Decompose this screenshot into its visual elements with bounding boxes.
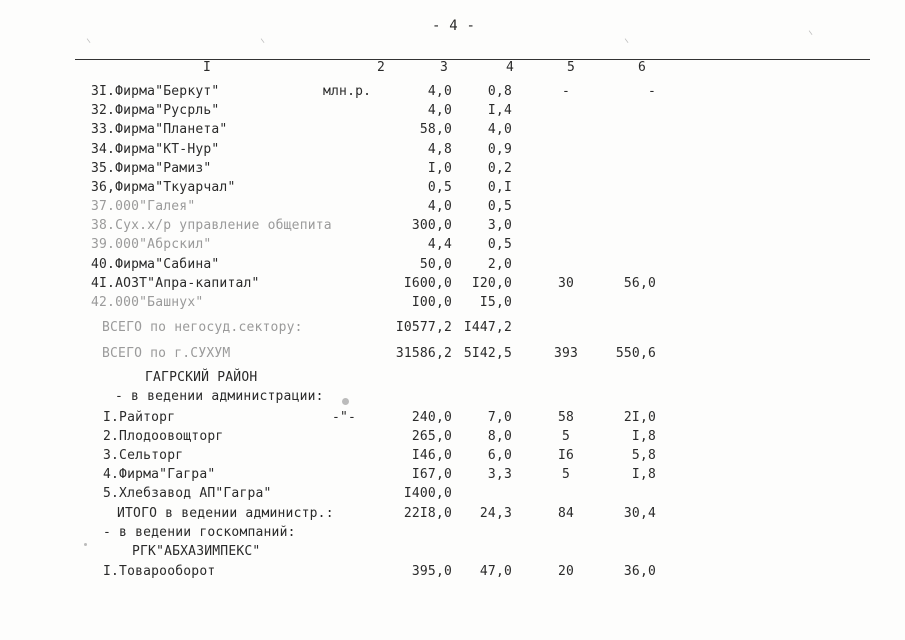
faint-marginal-mark: ⸌ <box>806 28 813 42</box>
cell-col-5: 393 <box>553 346 579 361</box>
faint-marginal-mark: ⸌ <box>622 36 629 50</box>
cell-col-4: 24,3 <box>479 506 512 521</box>
cell-col-4: 0,8 <box>487 84 512 99</box>
cell-col-3: 22I8,0 <box>403 506 452 521</box>
row-label: I.Райторг <box>103 410 176 425</box>
header-rule <box>75 59 870 60</box>
cell-col-5: 30 <box>557 276 575 291</box>
cell-col-6: 2I,0 <box>623 410 656 425</box>
column-header: 3 <box>440 60 449 75</box>
cell-col-6: 36,0 <box>623 564 656 579</box>
row-label: 32.Фирма"Русрль" <box>91 103 220 118</box>
row-unit: -"- <box>332 410 357 425</box>
column-header: 4 <box>506 60 515 75</box>
cell-col-3: 395,0 <box>411 564 452 579</box>
cell-col-4: I,4 <box>487 103 512 118</box>
cell-col-4: 2,0 <box>487 257 512 272</box>
cell-col-3: I,0 <box>427 161 452 176</box>
cell-col-4: I447,2 <box>463 320 512 335</box>
cell-col-4: I20,0 <box>471 276 512 291</box>
row-label: РГК"АБХАЗИМПЕКС" <box>132 544 261 559</box>
row-label: I.Товарооборот <box>103 564 216 579</box>
faint-marginal-mark: ⸌ <box>258 36 265 50</box>
row-label: ИТОГО в ведении администр.: <box>117 506 334 521</box>
cell-col-4: 8,0 <box>487 429 512 444</box>
column-header: I <box>203 60 212 75</box>
cell-col-3: 265,0 <box>411 429 452 444</box>
cell-col-4: 47,0 <box>479 564 512 579</box>
row-label: 42.000"Башнух" <box>91 295 204 310</box>
row-unit: млн.р. <box>323 84 372 99</box>
column-header: 6 <box>638 60 647 75</box>
cell-col-6: I,8 <box>631 429 656 444</box>
cell-col-5: I6 <box>557 448 575 463</box>
cell-col-4: 0,9 <box>487 142 512 157</box>
row-label: 3.Сельторг <box>103 448 184 463</box>
row-label: - в ведении администрации: <box>115 389 324 404</box>
cell-col-5: 20 <box>557 564 575 579</box>
cell-col-4: I5,0 <box>479 295 512 310</box>
cell-col-4: 3,3 <box>487 467 512 482</box>
ink-spot <box>342 398 349 405</box>
cell-col-6: I,8 <box>631 467 656 482</box>
cell-col-3: I0577,2 <box>395 320 452 335</box>
cell-col-3: 4,0 <box>427 84 452 99</box>
cell-col-4: 4,0 <box>487 122 512 137</box>
row-label: 3I.Фирма"Беркут" <box>91 84 220 99</box>
row-label: ВСЕГО по негосуд.сектору: <box>102 320 303 335</box>
cell-col-4: 0,I <box>487 180 512 195</box>
faint-marginal-mark: ⸌ <box>84 36 91 50</box>
cell-col-3: 50,0 <box>419 257 452 272</box>
row-label: 34.Фирма"КТ-Нур" <box>91 142 220 157</box>
ink-spot <box>84 543 87 546</box>
cell-col-3: 300,0 <box>411 218 452 233</box>
cell-col-4: 3,0 <box>487 218 512 233</box>
row-label: 4I.АОЗТ"Апра-капитал" <box>91 276 260 291</box>
cell-col-6: 5,8 <box>631 448 656 463</box>
cell-col-6: - <box>647 84 656 99</box>
cell-col-3: 0,5 <box>427 180 452 195</box>
cell-col-6: 56,0 <box>623 276 656 291</box>
column-header: 2 <box>377 60 386 75</box>
cell-col-3: 240,0 <box>411 410 452 425</box>
cell-col-4: 5I42,5 <box>463 346 512 361</box>
cell-col-3: I600,0 <box>403 276 452 291</box>
cell-col-5: 58 <box>557 410 575 425</box>
cell-col-4: 6,0 <box>487 448 512 463</box>
row-label: 5.Хлебзавод АП"Гагра" <box>103 486 272 501</box>
row-label: 2.Плодоовощторг <box>103 429 224 444</box>
cell-col-3: 31586,2 <box>395 346 452 361</box>
cell-col-5: 5 <box>561 467 571 482</box>
cell-col-4: 0,5 <box>487 199 512 214</box>
row-label: 39.000"Абрскил" <box>91 237 212 252</box>
cell-col-3: I00,0 <box>411 295 452 310</box>
cell-col-3: I46,0 <box>411 448 452 463</box>
cell-col-5: - <box>561 84 571 99</box>
row-label: 37.000"Галея" <box>91 199 196 214</box>
cell-col-4: 0,2 <box>487 161 512 176</box>
row-label: 4.Фирма"Гагра" <box>103 467 216 482</box>
cell-col-5: 5 <box>561 429 571 444</box>
row-label: 38.Сух.х/р управление общепита <box>91 218 332 233</box>
row-label: 35.Фирма"Рамиз" <box>91 161 212 176</box>
cell-col-3: 4,4 <box>427 237 452 252</box>
row-label: ГАГРСКИЙ РАЙОН <box>145 370 258 385</box>
row-label: - в ведении госкомпаний: <box>103 525 296 540</box>
cell-col-4: 0,5 <box>487 237 512 252</box>
row-label: 33.Фирма"Планета" <box>91 122 228 137</box>
cell-col-3: 4,0 <box>427 103 452 118</box>
row-label: 36,Фирма"Ткуарчал" <box>91 180 236 195</box>
cell-col-4: 7,0 <box>487 410 512 425</box>
cell-col-3: I67,0 <box>411 467 452 482</box>
cell-col-5: 84 <box>557 506 575 521</box>
column-header: 5 <box>567 60 576 75</box>
cell-col-3: I400,0 <box>403 486 452 501</box>
cell-col-3: 4,8 <box>427 142 452 157</box>
cell-col-3: 58,0 <box>419 122 452 137</box>
cell-col-3: 4,0 <box>427 199 452 214</box>
row-label: ВСЕГО по г.СУХУМ <box>102 346 231 361</box>
cell-col-6: 550,6 <box>615 346 656 361</box>
page-number: - 4 - <box>432 18 476 34</box>
row-label: 40.Фирма"Сабина" <box>91 257 220 272</box>
cell-col-6: 30,4 <box>623 506 656 521</box>
